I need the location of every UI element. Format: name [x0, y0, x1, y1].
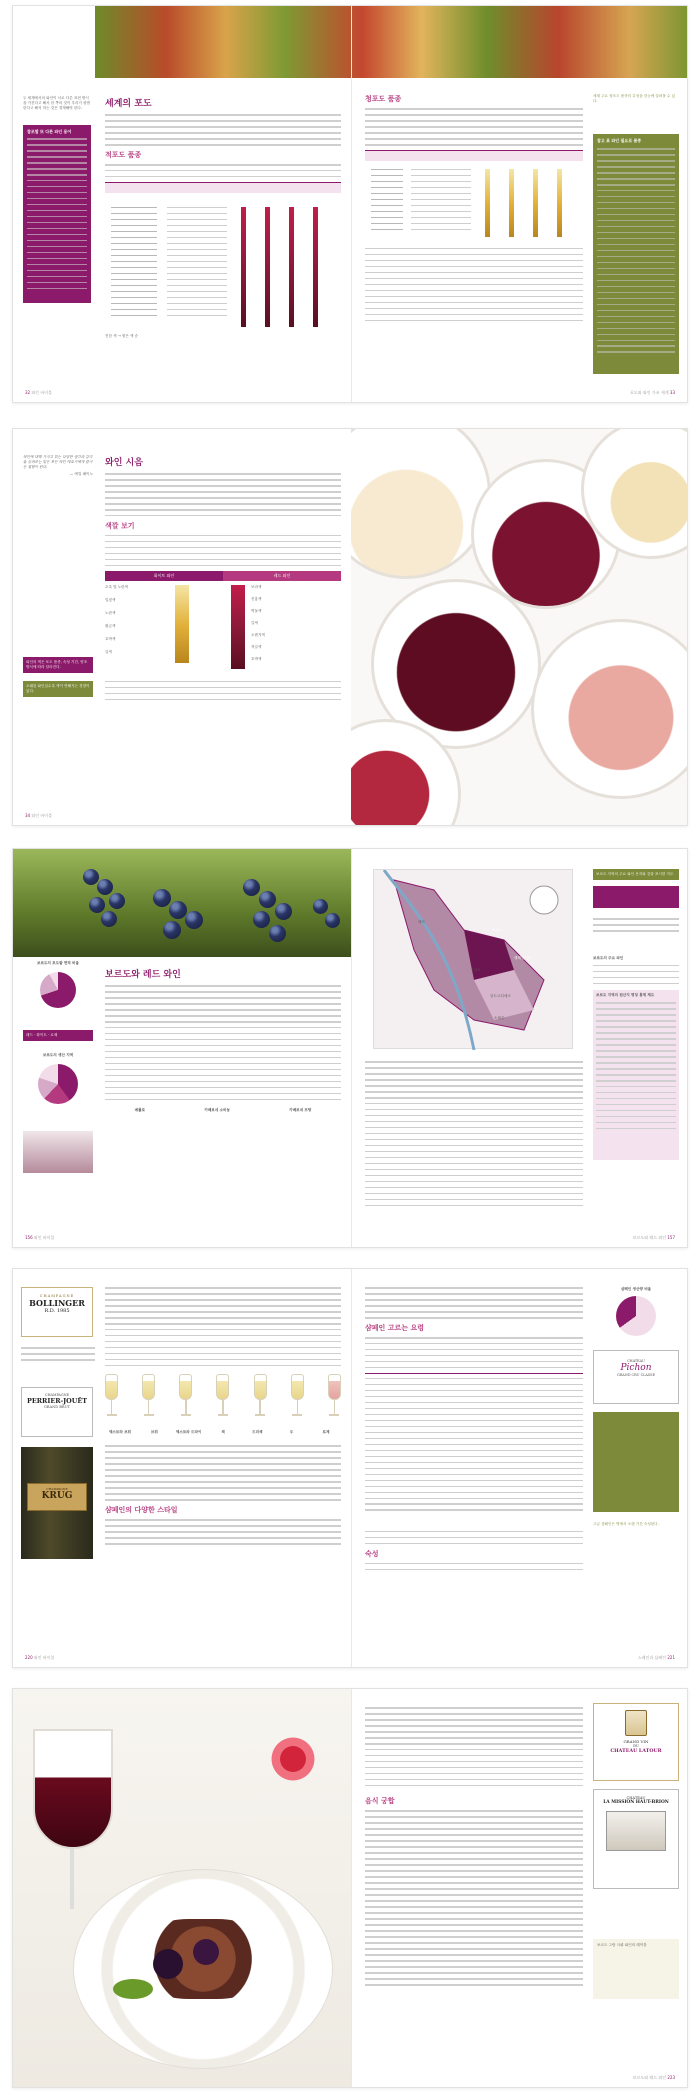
page-number: 221 — [667, 1655, 675, 1660]
map-label: 생테밀리옹 — [514, 956, 532, 960]
glass-icon — [216, 1374, 229, 1424]
term-list-title: 참조할 또 다른 와인 용어 — [27, 129, 72, 134]
map-label: 메독 — [418, 920, 425, 924]
left-main-column — [105, 455, 341, 705]
body-text — [365, 108, 583, 146]
term-list-box — [23, 125, 91, 303]
label-sub: R.D. 1985 — [44, 1308, 70, 1314]
vineyard-photo — [95, 6, 688, 78]
krug-name: KRUG — [41, 1491, 73, 1501]
choosing-heading: 샴페인 고르는 요령 — [365, 1323, 424, 1332]
page-label: 보르도와 레드 와인 — [632, 2075, 667, 2080]
sidebar-intro: 두 세계에서의 와인이 서로 다른 표현 방식을 가진다고 해서 한 쪽의 것이 우리가 평범한다고 해석 하는 것은 경계해야 한다. — [23, 96, 91, 110]
scale-label: 갈색 — [105, 649, 112, 654]
note-box-1: 와인의 색은 포도 품종, 숙성 기간, 양조 방식에 따라 달라진다. — [23, 657, 93, 673]
chateau-drawing — [606, 1811, 666, 1851]
grape-variety-row — [105, 1108, 341, 1113]
white-wine-column — [105, 571, 223, 673]
table-note: 진한 색 → 옅은 색 순 — [105, 333, 139, 338]
body-text — [105, 473, 341, 516]
scale-label: 보라색 — [251, 584, 262, 589]
spread-grape-varieties — [12, 5, 688, 403]
variety-cabernet-sauvignon: 카베르네 소비뇽 — [204, 1108, 230, 1113]
production-pie-chart — [616, 1296, 656, 1336]
pull-quote: 와인에 대해 가지고 있는 다양한 생각과 감각을 살펴보는 일은 모든 와인 애호가에게 즐거운 경험이 된다. — [23, 455, 93, 469]
right-sidebar — [593, 1703, 679, 1999]
body-text-2 — [105, 535, 341, 567]
right-main-column — [365, 1061, 583, 1211]
body-text — [365, 1287, 583, 1319]
pie-legend-box: 레드 · 화이트 · 로제 — [23, 1030, 93, 1041]
sidebar-box-title: 참고 표 와인 필요로 품종 — [597, 138, 642, 143]
scale-label: 호박색 — [251, 656, 262, 661]
glass-label: 엑스트라 브뤼 — [108, 1430, 132, 1435]
body-text-2 — [365, 1337, 583, 1369]
glass-label: 브뤼 — [150, 1430, 158, 1435]
page-number: 34 — [25, 813, 31, 818]
map-shape — [374, 870, 574, 1050]
section-heading: 보르도와 레드 와인 — [105, 970, 181, 980]
label-top: CHATEAU — [627, 1359, 645, 1363]
spread-wine-tasting — [12, 428, 688, 826]
sidebar-box — [593, 134, 679, 374]
pie-title-2: 보르도의 생산 지역 — [42, 1053, 74, 1057]
sidebar-box-lines — [597, 148, 675, 353]
table-header — [365, 151, 583, 161]
bollinger-label — [21, 1287, 93, 1337]
page-label: 와인 바이블 — [31, 813, 52, 818]
region-pie-chart — [38, 1064, 78, 1104]
area-pie-chart — [40, 972, 76, 1008]
glass-label: 로제 — [322, 1430, 330, 1435]
body-text — [365, 1061, 583, 1206]
label-top: CHAMPAGNE — [44, 1393, 70, 1397]
aoc-list — [596, 1002, 676, 1129]
variety-merlot: 메를로 — [134, 1108, 146, 1113]
label-line: DU — [633, 1744, 639, 1748]
aoc-box — [593, 990, 679, 1160]
left-main-column — [105, 1287, 341, 1549]
chateau-latour-label — [593, 1703, 679, 1781]
scale-label: 노란색 — [105, 610, 116, 615]
sidebar-heading: 보르도의 주요 와인 — [593, 955, 624, 960]
label-main: Pichon — [620, 1363, 652, 1373]
right-main-column — [365, 1707, 583, 1990]
tower-icon — [625, 1710, 647, 1736]
color-bar — [533, 169, 538, 237]
note-box-2: 오래된 와인일수록 색이 연해지는 경향이 있다. — [23, 681, 93, 697]
champagne-table — [365, 1373, 583, 1523]
page-number: 223 — [667, 2075, 675, 2080]
glass-icon — [142, 1374, 155, 1424]
color-heading: 색깔 보기 — [105, 521, 135, 530]
food-pairing-heading: 음식 궁합 — [365, 1797, 395, 1806]
scale-label: 벽돌색 — [251, 608, 262, 613]
page-number: 220 — [25, 1655, 33, 1660]
label-line: CHATEAU LATOUR — [610, 1748, 662, 1754]
label-top: CHAMPAGNE — [39, 1294, 75, 1298]
left-main-column — [105, 967, 341, 1113]
body-text — [105, 985, 341, 1100]
body-text-2 — [105, 1445, 341, 1500]
krug-sub: CHAMPAGNE — [46, 1487, 68, 1491]
left-sidebar — [23, 96, 91, 303]
term-list-lines — [27, 138, 87, 289]
map-label: 소테른 — [494, 1016, 505, 1020]
label-line: GRAND VIN — [623, 1739, 649, 1744]
scale-label: 적갈색 — [251, 644, 262, 649]
section-heading: 와인 시음 — [105, 458, 143, 468]
scale-label: 오렌지색 — [251, 632, 265, 637]
red-scale-labels — [245, 585, 325, 669]
body-text-2 — [365, 248, 583, 321]
color-bar — [509, 169, 514, 237]
page-folio — [633, 2075, 675, 2081]
wine-bottles-photo — [23, 1131, 93, 1173]
page-label: 와인 바이블 — [33, 1235, 55, 1240]
page-number: 157 — [667, 1235, 675, 1240]
legend-red: 레드 — [26, 1033, 33, 1037]
scale-label: 진홍색 — [251, 596, 262, 601]
page-folio — [638, 1655, 675, 1661]
white-color-gradient — [175, 585, 189, 663]
body-text — [105, 1287, 341, 1366]
left-sidebar — [23, 961, 93, 1139]
color-bar — [313, 207, 318, 327]
right-sidebar — [593, 869, 679, 1160]
pie-title-1: 보르도의 포도밭 면적 비율 — [37, 961, 79, 965]
label-sub: GRAND CRU CLASSE — [617, 1373, 655, 1377]
aoc-title: 보르도 지역의 원산지 명칭 통제 제도 — [596, 993, 655, 998]
perrier-jouet-label — [21, 1387, 93, 1437]
spread-champagne — [12, 1268, 688, 1668]
glass-icon — [105, 1374, 118, 1424]
label-caption-box — [593, 1939, 679, 1999]
page-folio — [633, 1235, 675, 1241]
legend-rose: 로제 — [50, 1033, 58, 1037]
glass-label: 드미섹 — [252, 1430, 263, 1435]
glass-icon — [328, 1374, 341, 1424]
label-main: BOLLINGER — [29, 1298, 85, 1308]
glass-labels — [105, 1430, 341, 1435]
red-varieties-heading: 적포도 품종 — [105, 150, 142, 159]
glass-icon — [291, 1374, 304, 1424]
white-varieties-heading: 청포도 품종 — [365, 95, 402, 103]
scale-label: 호박색 — [105, 636, 116, 641]
spread-food-pairing — [12, 1688, 688, 2088]
page-folio — [25, 1235, 55, 1241]
page-label: 와인 바이블 — [31, 390, 52, 395]
pie-caption: 샴페인 생산량 비율 — [620, 1287, 652, 1291]
body-text — [365, 1707, 583, 1786]
wine-glasses-photo — [351, 429, 688, 826]
red-variety-table — [105, 182, 341, 332]
white-scale-labels — [105, 585, 175, 663]
scale-label: 초록 빛 노란색 — [105, 584, 129, 589]
glass-label: 섹 — [221, 1430, 225, 1435]
color-chart — [105, 571, 341, 673]
white-variety-table — [365, 150, 583, 240]
grapes-photo — [13, 849, 351, 957]
red-color-gradient — [231, 585, 245, 669]
page-label: 스페인과 샴페인 — [637, 1655, 667, 1660]
label-sub: GRAND BRUT — [43, 1405, 71, 1409]
page-folio — [25, 1655, 55, 1661]
right-main-column — [365, 94, 583, 326]
sidebar-note: 세계 주요 청포도 품종의 특성을 한눈에 살펴볼 수 있다. — [593, 94, 676, 103]
glass-icon — [179, 1374, 192, 1424]
scale-label: 갈색 — [251, 620, 258, 625]
sweetness-glasses — [105, 1374, 341, 1424]
spread-bordeaux — [12, 848, 688, 1248]
glass-label: 엑스트라 드라이 — [175, 1430, 202, 1435]
callout-box — [593, 886, 679, 908]
krug-bottle-photo — [21, 1447, 93, 1559]
bordeaux-map — [373, 869, 573, 1049]
scale-label: 밀짚색 — [105, 597, 116, 602]
label-line: CHATEAU — [626, 1796, 646, 1800]
glass-label: 두 — [289, 1430, 294, 1435]
label-caption: 보르도 그랑 크뤼 와인의 레이블 — [597, 1943, 647, 1947]
page-folio — [25, 390, 52, 396]
color-bar — [265, 207, 270, 327]
page-number: 156 — [25, 1235, 33, 1240]
red-wine-column — [223, 571, 341, 673]
page-label: 와인 바이블 — [33, 1655, 55, 1660]
map-label: 보르도 — [492, 928, 503, 932]
map-label: 앙트르되메르 — [490, 994, 511, 998]
section-heading: 세계의 포도 — [105, 99, 152, 109]
body-text-3 — [105, 1519, 341, 1545]
la-mission-haut-brion-label — [593, 1789, 679, 1889]
color-bar — [241, 207, 246, 327]
styles-heading: 샴페인의 다양한 스타일 — [105, 1506, 178, 1515]
sidebar-text-2 — [593, 965, 679, 985]
page-number: 32 — [25, 390, 31, 395]
body-text-2 — [105, 164, 341, 178]
table-header — [105, 183, 341, 193]
sidebar-caption — [21, 1347, 95, 1365]
right-sidebar — [593, 94, 679, 374]
page-label: 포도와 와인 가조 세계 — [630, 390, 669, 395]
variety-names — [111, 207, 157, 321]
pichon-label — [593, 1350, 679, 1404]
map-callout: 보르도 지역의 주요 와인 산지와 강을 표시한 지도 — [593, 869, 679, 880]
color-bar — [289, 207, 294, 327]
body-text-4 — [365, 1563, 583, 1571]
variety-descriptions — [167, 207, 227, 321]
body-text — [105, 114, 341, 146]
label-main: PERRIER-JOUËT — [27, 1397, 87, 1405]
right-main-column — [365, 1287, 583, 1575]
page-label: 보르도와 레드 와인 — [632, 1235, 667, 1240]
food-and-wine-photo — [13, 1689, 351, 2088]
left-main-column — [105, 96, 341, 339]
white-wine-header: 화이트 와인 — [105, 571, 223, 581]
body-text-2 — [365, 1810, 583, 1985]
left-sidebar — [23, 455, 93, 697]
glass-icon — [254, 1374, 267, 1424]
krug-label — [27, 1483, 87, 1511]
sidebar-text — [593, 918, 679, 932]
variety-cabernet-franc: 카베르네 프랑 — [289, 1108, 312, 1113]
page-folio — [25, 813, 52, 819]
right-sidebar — [593, 1287, 679, 1527]
variety-descriptions — [411, 169, 471, 235]
red-wine-header: 레드 와인 — [223, 571, 341, 581]
page-folio — [630, 390, 675, 396]
variety-names — [371, 169, 403, 235]
side-caption: 고급 샴페인은 병에서 오랜 기간 숙성된다. — [593, 1522, 659, 1526]
body-text-3 — [365, 1531, 583, 1545]
aging-heading: 숙성 — [365, 1549, 379, 1558]
legend-white: 화이트 — [36, 1033, 47, 1037]
sidebar-box — [593, 1412, 679, 1512]
quote-source: — 에밀 페이노 — [69, 472, 93, 476]
page-number: 33 — [669, 390, 675, 395]
body-text-3 — [105, 681, 341, 701]
label-line: LA MISSION HAUT-BRION — [603, 1800, 669, 1805]
table-rows — [365, 1374, 583, 1511]
map-label: 그라브 — [470, 968, 481, 972]
color-bar — [485, 169, 490, 237]
color-bar — [557, 169, 562, 237]
scale-label: 황금색 — [105, 623, 116, 628]
